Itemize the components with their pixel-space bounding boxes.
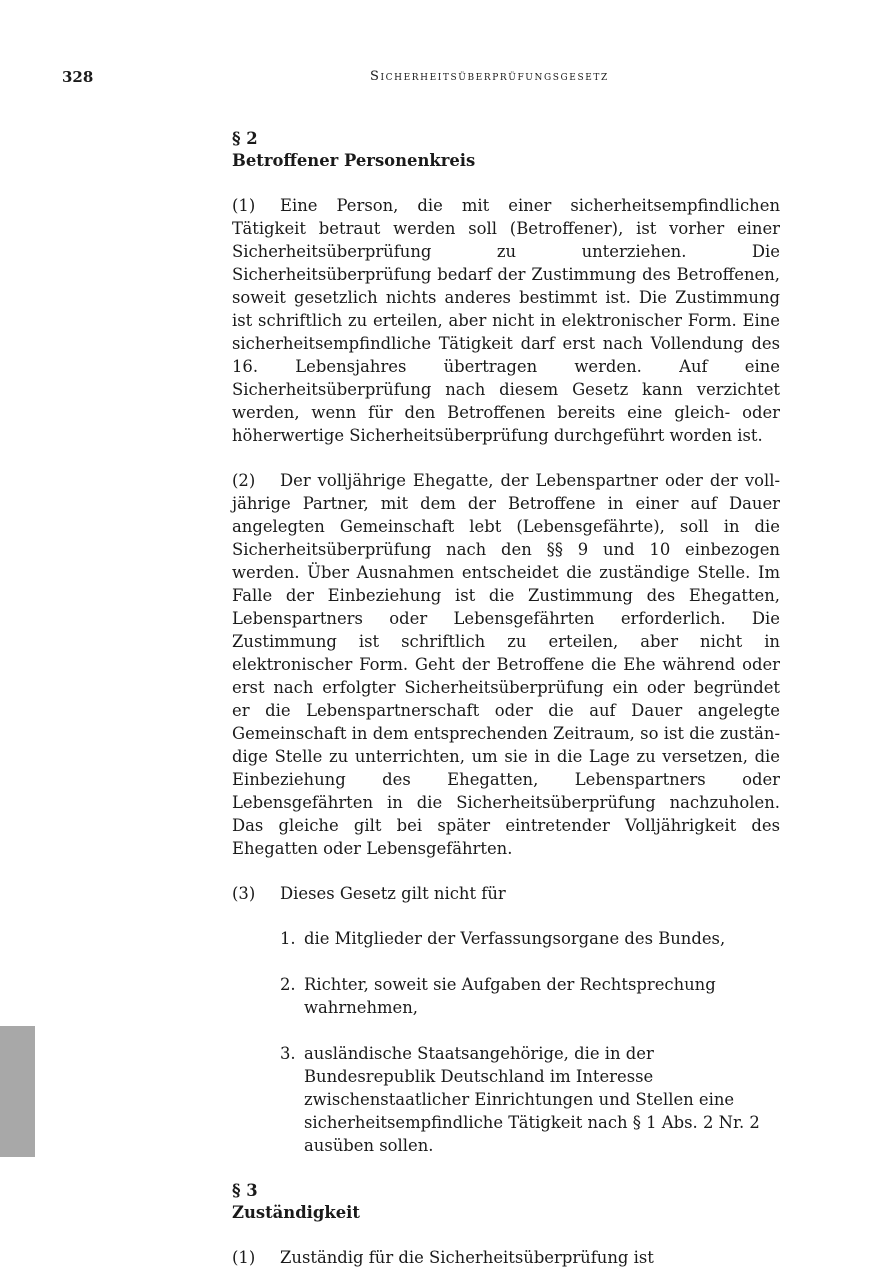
list-item xyxy=(280,1042,780,1157)
exception-list xyxy=(280,927,780,1157)
list-item-text: Richter, soweit sie Aufgaben der Rechtsprechung wahrnehmen, xyxy=(304,975,716,1017)
paragraph-1 xyxy=(232,1246,780,1269)
page-number: 328 xyxy=(62,68,94,86)
list-item xyxy=(280,927,780,950)
section-title: Zuständigkeit xyxy=(232,1203,360,1222)
running-head: Sicherheitsüberprüfungsgesetz xyxy=(370,69,609,84)
section-number: § 3 xyxy=(232,1181,258,1200)
list-item-text: die Mitglieder der Verfassungsorgane des Bundes, xyxy=(304,929,726,948)
paragraph-3 xyxy=(232,882,780,905)
list-item-number: 2. xyxy=(280,975,296,994)
section-3-heading xyxy=(232,1180,780,1224)
paragraph-number: (3) xyxy=(232,884,256,903)
list-item-text: ausländische Staatsangehörige, die in der Bundesrepublik Deutschland im Interesse zwischenstaatlicher Einrichtungen und Stellen eine sicherheitsempfindliche Tätigkeit nach § 1 Abs. 2 Nr. 2 ausüben sollen. xyxy=(304,1044,760,1155)
paragraph-number: (2) xyxy=(232,471,256,490)
section-2-heading xyxy=(232,128,780,172)
paragraph-text: Zuständig für die Sicherheitsüberprüfung ist xyxy=(280,1248,654,1267)
document-body xyxy=(232,128,780,1269)
list-item-number: 1. xyxy=(280,929,296,948)
section-number: § 2 xyxy=(232,129,258,148)
paragraph-text: Der volljährige Ehegatte, der Lebenspartner oder der volljährige Partner, mit dem der Betroffene in einer auf Dauer angelegten Gemeinschaft lebt (Lebensgefährte), soll in die Sicherheitsüberprüfung nach den §§ 9 und 10 einbezogen werden. Über Ausnahmen entscheidet die zuständige Stelle. Im Falle der Einbeziehung ist die Zustimmung des Ehegatten, Lebenspartners oder Lebensgefährten erforderlich. Die Zustimmung ist schriftlich zu erteilen, aber nicht in elektronischer Form. Geht der Betroffene die Ehe während oder erst nach erfolgter Sicherheitsüberprüfung ein oder begründet er die Lebenspartnerschaft oder die auf Dauer angelegte Gemeinschaft in dem entsprechenden Zeitraum, so ist die zuständige Stelle zu unterrichten, um sie in die Lage zu versetzen, die Einbeziehung des Ehegatten, Lebenspartners oder Lebensgefährten in die Sicherheitsüberprüfung nachzuholen. Das gleiche gilt bei später eintretender Volljährigkeit des Ehegatten oder Lebensgefährten. xyxy=(232,471,780,858)
paragraph-text: Dieses Gesetz gilt nicht für xyxy=(280,884,506,903)
paragraph-text: Eine Person, die mit einer sicherheitsempfindlichen Tätigkeit betraut werden soll (Betroffener), ist vorher einer Sicherheitsüberprüfung zu unterziehen. Die Sicherheitsüberprüfung bedarf der Zustimmung des Betroffenen, soweit gesetzlich nichts anderes bestimmt ist. Die Zustimmung ist schriftlich zu erteilen, aber nicht in elektronischer Form. Eine sicherheitsempfindliche Tätigkeit darf erst nach Vollendung des 16. Lebensjahres übertragen werden. Auf eine Sicherheitsüberprüfung nach diesem Gesetz kann verzichtet werden, wenn für den Betroffenen bereits eine gleich- oder höherwertige Sicherheitsüberprüfung durchgeführt worden ist. xyxy=(232,196,780,445)
list-item-number: 3. xyxy=(280,1044,296,1063)
list-item xyxy=(280,973,780,1019)
paragraph-number: (1) xyxy=(232,196,256,215)
paragraph-1 xyxy=(232,194,780,447)
thumb-index-tab xyxy=(0,1026,35,1157)
section-title: Betroffener Personenkreis xyxy=(232,151,476,170)
paragraph-number: (1) xyxy=(232,1248,256,1267)
paragraph-2 xyxy=(232,469,780,860)
